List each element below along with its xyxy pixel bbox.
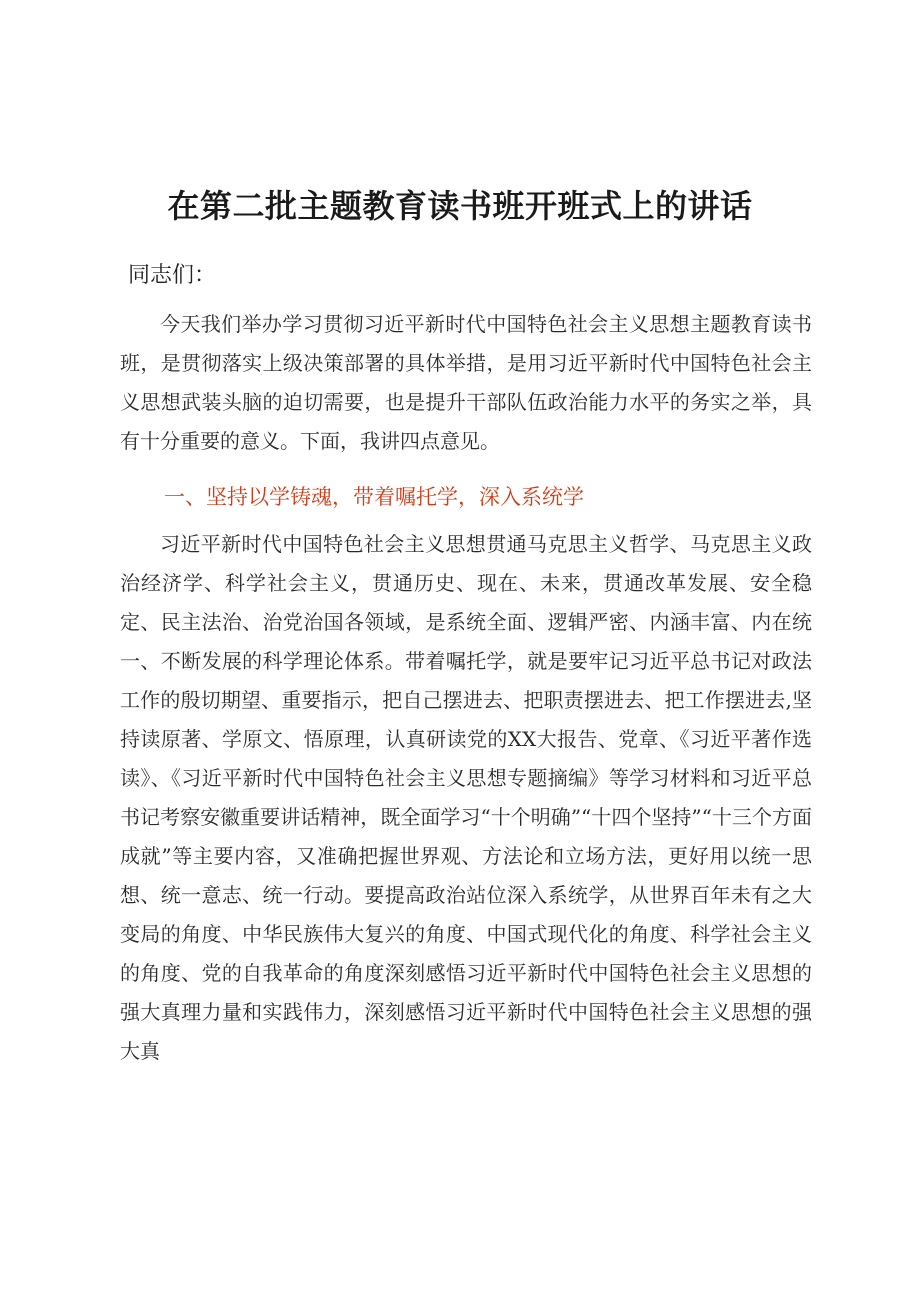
- body-paragraph-intro: 今天我们举办学习贯彻习近平新时代中国特色社会主义思想主题教育读书班，是贯彻落实上级决策部署的具体举措，是用习近平新时代中国特色社会主义思想武装头脑的迫切需要，也是提升干部队伍政治能力水平的务实之举，具有十分重要的意义。下面，我讲四点意见。: [120, 312, 812, 453]
- document-title: 在第二批主题教育读书班开班式上的讲话: [167, 187, 753, 226]
- section-heading-1: 一、坚持以学铸魂，带着嘱托学，深入系统学: [164, 485, 584, 509]
- salutation: 同志们：: [128, 263, 217, 288]
- body-paragraph-section-1: 习近平新时代中国特色社会主义思想贯通马克思主义哲学、马克思主义政治经济学、科学社会主义，贯通历史、现在、未来，贯通改革发展、安全稳定、民主法治、治党治国各领域，是系统全面、逻辑严密、内涵丰富、内在统一、不断发展的科学理论体系。带着嘱托学，就是要牢记习近平总书记对政法工作的殷切期望、重要指示，把自己摆进去、把职责摆进去、把工作摆进去,坚持读原著、学原文、悟原理，认真研读党的XX大报告、党章、《习近平著作选读》、《习近平新时代中国特色社会主义思想专题摘编》等学习材料和习近平总书记考察安徽重要讲话精神，既全面学习“十个明确”“十四个坚持”“十三个方面成就”等主要内容，又准确把握世界观、方法论和立场方法，更好用以统一思想、统一意志、统一行动。要提高政治站位深入系统学，从世界百年未有之大变局的角度、中华民族伟大复兴的角度、中国式现代化的角度、科学社会主义的角度、党的自我革命的角度深刻感悟习近平新时代中国特色社会主义思想的强大真理力量和实践伟力，深刻感悟习近平新时代中国特色社会主义思想的强大真: [120, 532, 812, 1063]
